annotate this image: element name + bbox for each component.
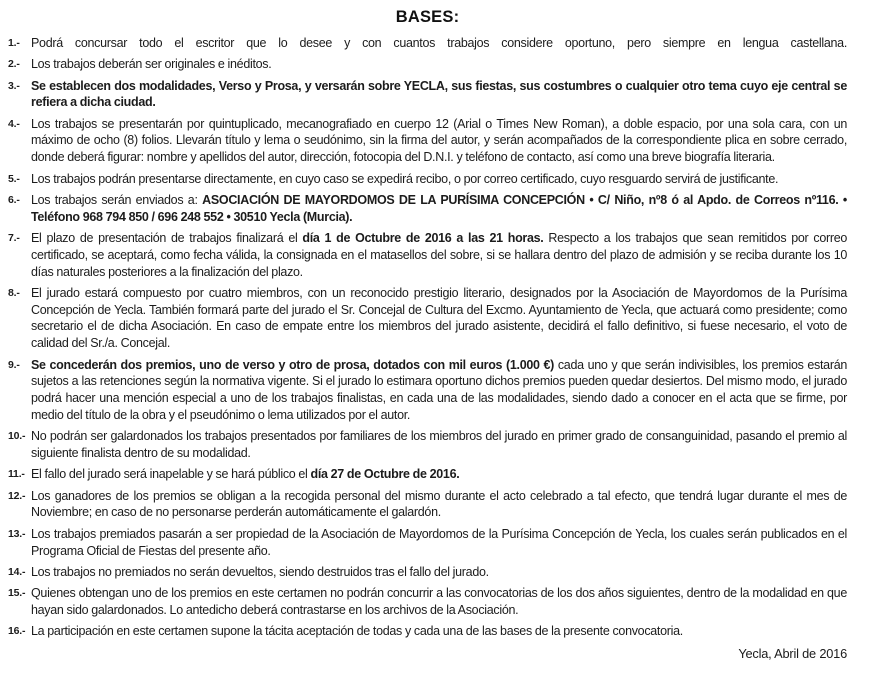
list-item xyxy=(8,488,847,522)
text-run: Respecto a los trabajos que sean remitidos por correo certificado, se aceptará, como fecha válida, la consignada en el matasellos del sobre, si se hallara dentro del plazo de admisión y se reciba durante los 10 días naturales posteriores a la finalización del plazo. xyxy=(31,230,847,279)
item-number: 3.- xyxy=(8,79,20,92)
list-item xyxy=(8,116,847,166)
text-run: Quienes obtengan uno de los premios en este certamen no podrán concurrir a las convocatorias de los dos años siguientes, dentro de la modalidad en que hayan sido galardonados. Lo antedicho deberá contrastarse en los archivos de la Asociación. xyxy=(31,586,847,617)
bold-text-run: Se concederán dos premios, uno de verso y otro de prosa, dotados con mil euros (1.000 €) xyxy=(31,357,555,372)
item-text xyxy=(31,564,847,581)
item-text xyxy=(31,285,847,352)
item-number: 5.- xyxy=(8,172,20,185)
item-text xyxy=(31,357,847,424)
item-text xyxy=(31,623,847,640)
bold-text-run: ASOCIACIÓN DE MAYORDOMOS DE LA PURÍSIMA CONCEPCIÓN • C/ Niño, nº8 ó al Apdo. de Correos nº116. • Teléfono 968 794 850 / 696 248 552 • 30510 Yecla (Murcia). xyxy=(31,192,847,224)
bases-list xyxy=(8,35,847,640)
item-number: 16.- xyxy=(8,625,26,638)
text-run: Los trabajos deberán ser originales e inéditos. xyxy=(31,57,272,72)
item-number: 4.- xyxy=(8,117,20,130)
text-run: Los trabajos premiados pasarán a ser propiedad de la Asociación de Mayordomos de la Purísima Concepción de Yecla, los cuales serán publicados en el Programa Oficial de Fiestas del presente año. xyxy=(31,526,847,558)
list-item xyxy=(8,466,847,483)
item-number: 7.- xyxy=(8,231,20,244)
item-text xyxy=(31,585,847,619)
text-run: El plazo de presentación de trabajos finalizará el xyxy=(31,230,303,245)
text-run: cada uno y que serán indivisibles, los premios estarán sujetos a las retenciones según la normativa vigente. Si el jurado lo estimara oportuno dichos premios pueden quedar desiertos. Del mismo modo, el jurado podrá hacer una mención especial a uno de los trabajos finalistas, en cada una de las modalidades, siendo dado a conocer en el acta que se firme, por medio del título de la obra y el pseudónimo o lema utilizados por el autor. xyxy=(31,357,847,422)
item-number: 1.- xyxy=(8,37,20,49)
item-text xyxy=(31,488,847,522)
item-text xyxy=(31,78,847,112)
list-item xyxy=(8,585,847,619)
item-text xyxy=(31,116,847,166)
text-run: El jurado estará compuesto por cuatro miembros, con un reconocido prestigio literario, designados por la Asociación de Mayordomos de la Purísima Concepción de Yecla. También formará parte del jurado el Sr. Concejal de Cultura del Excmo. Ayuntamiento de Yecla, que actuará como presidente; como secretario el de dicha Asociación. En caso de empate entre los miembros del jurado asistente, decidirá el fallo definitivo, si fuese necesario, el voto de calidad del Sr./a. Concejal. xyxy=(31,285,847,351)
list-item xyxy=(8,564,847,581)
list-item xyxy=(8,285,847,352)
list-item xyxy=(8,56,847,73)
text-run: Los trabajos se presentarán por quintuplicado, mecanografiado en cuerpo 12 (Arial o Times New Roman), a doble espacio, por una sola cara, con un máximo de ocho (8) folios. Llevarán título y lema o seudónimo, sin la firma del autor, y serán acompañados de la correspondiente plica en sobre cerrado, donde deberá figurar: nombre y apellidos del autor, dirección, fotocopia del D.N.I. y teléfono de contacto, así como una breve biografía literaria. xyxy=(31,116,847,165)
item-text xyxy=(31,192,847,226)
item-text xyxy=(31,526,847,560)
item-number: 2.- xyxy=(8,58,20,71)
footer-dateline: Yecla, Abril de 2016 xyxy=(738,645,847,661)
text-run: No podrán ser galardonados los trabajos presentados por familiares de los miembros del jurado en primer grado de consanguinidad, pasando el premio al siguiente finalista dentro de su modalidad. xyxy=(31,429,847,461)
bold-text-run: día 1 de Octubre de 2016 a las 21 horas. xyxy=(302,230,544,245)
text-run: Los trabajos no premiados no serán devueltos, siendo destruidos tras el fallo del jurado. xyxy=(31,564,489,579)
list-item xyxy=(8,171,847,188)
item-text xyxy=(31,428,847,462)
list-item xyxy=(8,357,847,424)
item-number: 8.- xyxy=(8,286,20,299)
list-item xyxy=(8,428,847,462)
item-text xyxy=(31,466,847,483)
text-run: La participación en este certamen supone la tácita aceptación de todas y cada una de las bases de la presente convocatoria. xyxy=(31,624,683,639)
item-number: 11.- xyxy=(8,468,25,481)
list-item xyxy=(8,526,847,560)
item-text xyxy=(31,230,847,280)
list-item xyxy=(8,230,847,280)
text-run: Los trabajos podrán presentarse directamente, en cuyo caso se expedirá recibo, o por correo certificado, cuyo resguardo servirá de justificante. xyxy=(31,171,779,186)
item-number: 14.- xyxy=(8,565,26,578)
item-text xyxy=(31,56,847,73)
text-run: Podrá concursar todo el escritor que lo desee y con cuantos trabajos considere oportuno, pero siempre en lengua castellana. xyxy=(31,36,847,50)
item-number: 9.- xyxy=(8,358,20,371)
item-number: 12.- xyxy=(8,489,26,502)
list-item xyxy=(8,78,847,112)
bold-text-run: día 27 de Octubre de 2016. xyxy=(310,467,460,482)
list-item xyxy=(8,623,847,640)
text-run: El fallo del jurado será inapelable y se hará público el xyxy=(31,467,311,482)
item-number: 13.- xyxy=(8,527,26,540)
bold-text-run: Se establecen dos modalidades, Verso y Prosa, y versarán sobre YECLA, sus fiestas, sus costumbres o cualquier otro tema cuyo eje central se refiera a dicha ciudad. xyxy=(31,78,847,110)
item-number: 6.- xyxy=(8,193,20,206)
item-text xyxy=(31,171,847,188)
page-title: BASES: xyxy=(395,8,460,26)
list-item xyxy=(8,35,847,52)
list-item xyxy=(8,192,847,226)
item-number: 15.- xyxy=(8,587,26,600)
item-number: 10.- xyxy=(8,430,26,443)
item-text xyxy=(31,35,847,52)
text-run: Los trabajos serán enviados a: xyxy=(31,192,203,207)
text-run: Los ganadores de los premios se obligan a la recogida personal del mismo durante el acto celebrado a tal efecto, que tendrá lugar durante el mes de Noviembre; en caso de no personarse perderán automáticamente el galardón. xyxy=(31,488,847,520)
